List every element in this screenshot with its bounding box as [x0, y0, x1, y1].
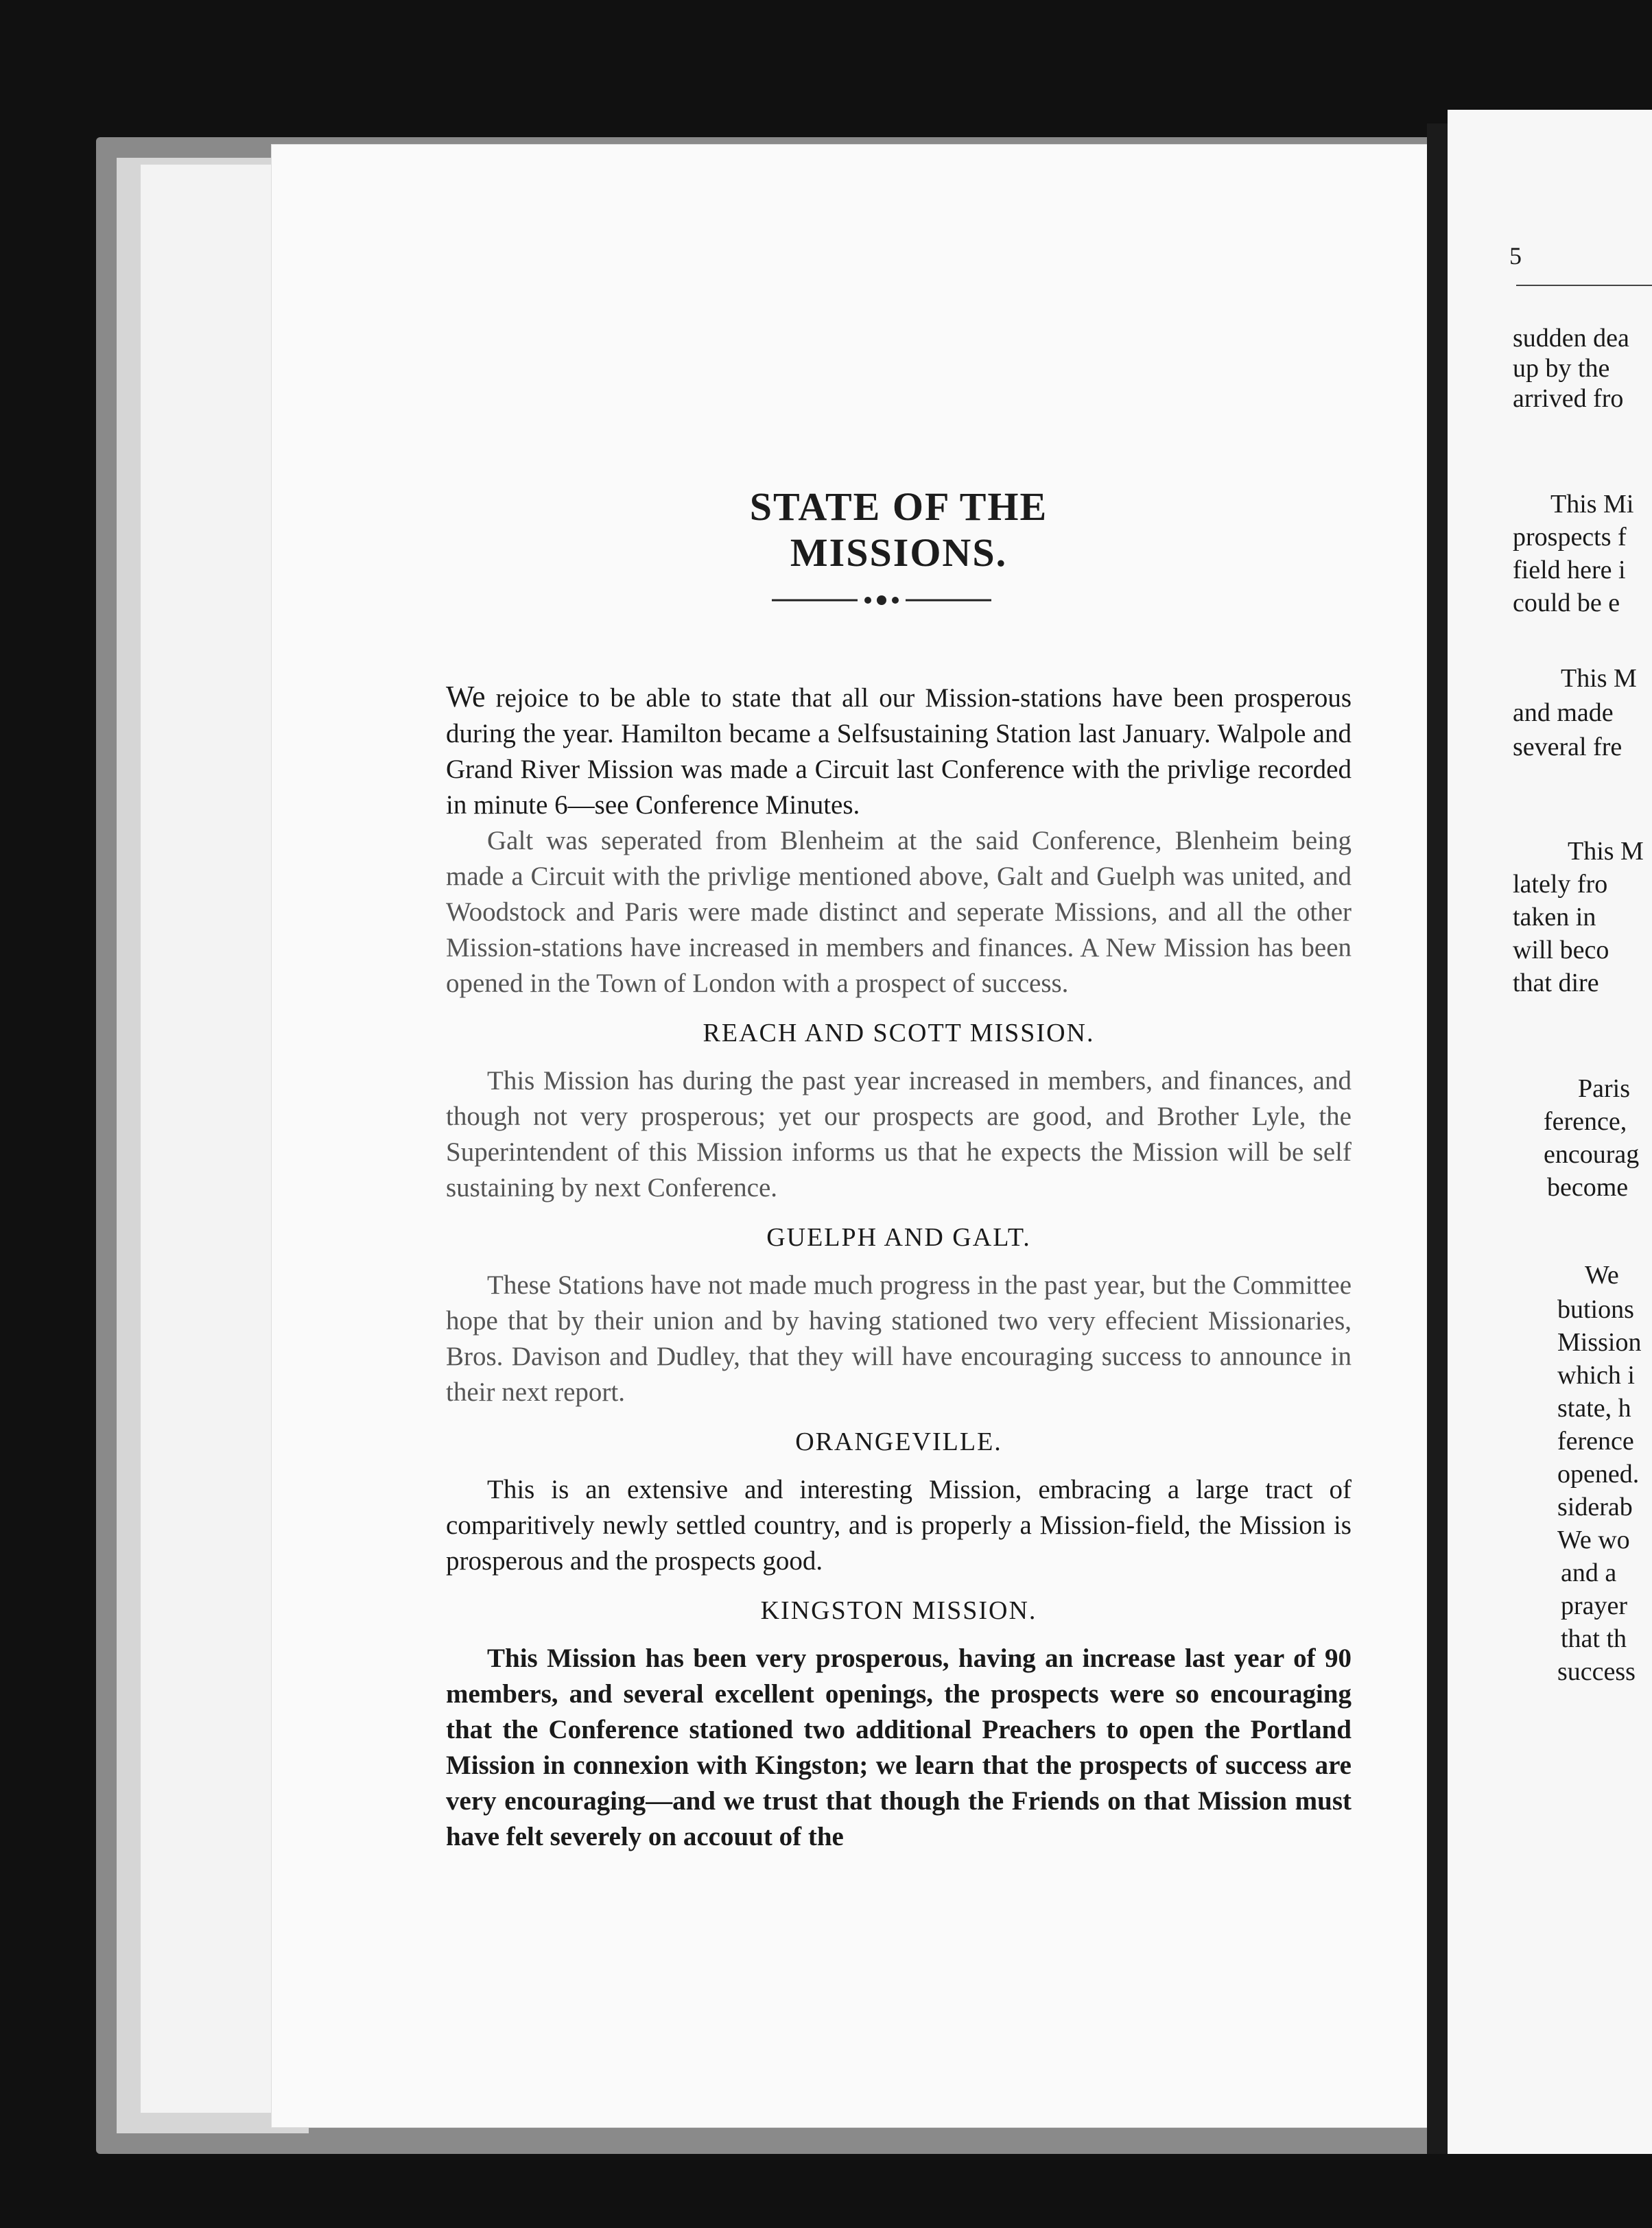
section-heading-guelph-galt: GUELPH AND GALT. — [766, 1223, 1031, 1252]
right-fragment: several fre — [1513, 733, 1622, 761]
right-fragment: ference — [1557, 1427, 1634, 1456]
right-fragment: up by the — [1513, 354, 1610, 383]
section-heading-orangeville: ORANGEVILLE. — [795, 1427, 1002, 1456]
right-fragment: Mission — [1557, 1328, 1642, 1357]
right-fragment: that dire — [1513, 969, 1599, 997]
intro-paragraph — [446, 679, 1352, 823]
intro-text: rejoice to be able to state that all our Mission-stations have been prosperous during the year. Hamilton became a Selfsustaining Station last January. Walpole and Grand River Mission was made a Circuit last Conference with the privlige recorded in minute 6—see Conference Minutes. — [446, 683, 1352, 820]
right-fragment: success — [1557, 1657, 1636, 1686]
right-fragment: We — [1585, 1261, 1619, 1290]
right-fragment: lately fro — [1513, 870, 1608, 899]
right-fragment: sudden dea — [1513, 324, 1629, 353]
right-fragment: state, h — [1557, 1394, 1631, 1423]
header-rule — [1516, 285, 1652, 286]
body-text — [446, 679, 1352, 1855]
right-fragment: and a — [1561, 1559, 1617, 1587]
right-fragment: This M — [1568, 837, 1644, 866]
right-fragment: which i — [1557, 1361, 1635, 1390]
section-text-guelph-galt: These Stations have not made much progress in the past year, but the Committee hope that by their union and by having stationed two very effecient Missionaries, Bros. Davison and Dudley, that they will have encouraging success to announce in their next report. — [446, 1270, 1352, 1407]
right-fragment: Paris — [1578, 1074, 1630, 1103]
right-fragment: taken in — [1513, 903, 1596, 932]
right-fragment: and made — [1513, 698, 1614, 727]
right-fragment: field here i — [1513, 556, 1626, 584]
right-fragment: ference, — [1544, 1107, 1627, 1136]
right-fragment: that th — [1561, 1624, 1627, 1653]
right-fragment: prayer — [1561, 1591, 1628, 1620]
section-text-kingston: This Mission has been very prosperous, having an increase last year of 90 members, and several excellent openings, the prospects were so encouraging that the Conference stationed two additional Preachers to open the Portland Mission in connexion with Kingston; we learn that the prospects of success are very encouraging—and we trust that though the Friends on that Mission must have felt severely on accouut of the — [446, 1644, 1352, 1851]
right-fragment: prospects f — [1513, 523, 1627, 552]
right-fragment: opened. — [1557, 1460, 1640, 1489]
section-text-reach-scott: This Mission has during the past year increased in members, and finances, and though not very prosperous; yet our prospects are good, and Brother Lyle, the Superintendent of this Mission informs us that he expects the Mission will be self sustaining by next Conference. — [446, 1066, 1352, 1202]
paragraph-galt: Galt was seperated from Blenheim at the said Conference, Blenheim being made a Circuit with the privlige mentioned above, Galt and Guelph was united, and Woodstock and Paris were made distinct and seperate Missions, and all the other Mission-stations have increased in members and finances. A New Mission has been opened in the Town of London with a prospect of success. — [446, 826, 1352, 998]
section-heading-reach-scott: REACH AND SCOTT MISSION. — [703, 1019, 1095, 1047]
right-fragment: butions — [1557, 1295, 1634, 1324]
title-ornament — [772, 590, 991, 611]
right-fragment: will beco — [1513, 936, 1609, 964]
right-fragment: could be e — [1513, 589, 1620, 617]
right-fragment: become — [1547, 1173, 1629, 1202]
page-title: STATE OF THE MISSIONS. — [749, 484, 1048, 575]
book-gutter — [1427, 123, 1448, 2154]
right-fragment: siderab — [1557, 1493, 1633, 1521]
right-fragment: We wo — [1557, 1526, 1630, 1554]
section-text-orangeville: This is an extensive and interesting Mission, embracing a large tract of comparitively newly settled country, and is properly a Mission-field, the Mission is prosperous and the prospects good. — [446, 1475, 1352, 1576]
section-heading-kingston: KINGSTON MISSION. — [760, 1596, 1037, 1625]
intro-drop-word: We — [446, 680, 486, 713]
right-fragment: This Mi — [1550, 490, 1634, 519]
right-fragment: This M — [1561, 664, 1637, 693]
right-fragment: arrived fro — [1513, 384, 1624, 413]
page-number: 5 — [1509, 242, 1522, 270]
right-fragment: encourag — [1544, 1140, 1640, 1169]
